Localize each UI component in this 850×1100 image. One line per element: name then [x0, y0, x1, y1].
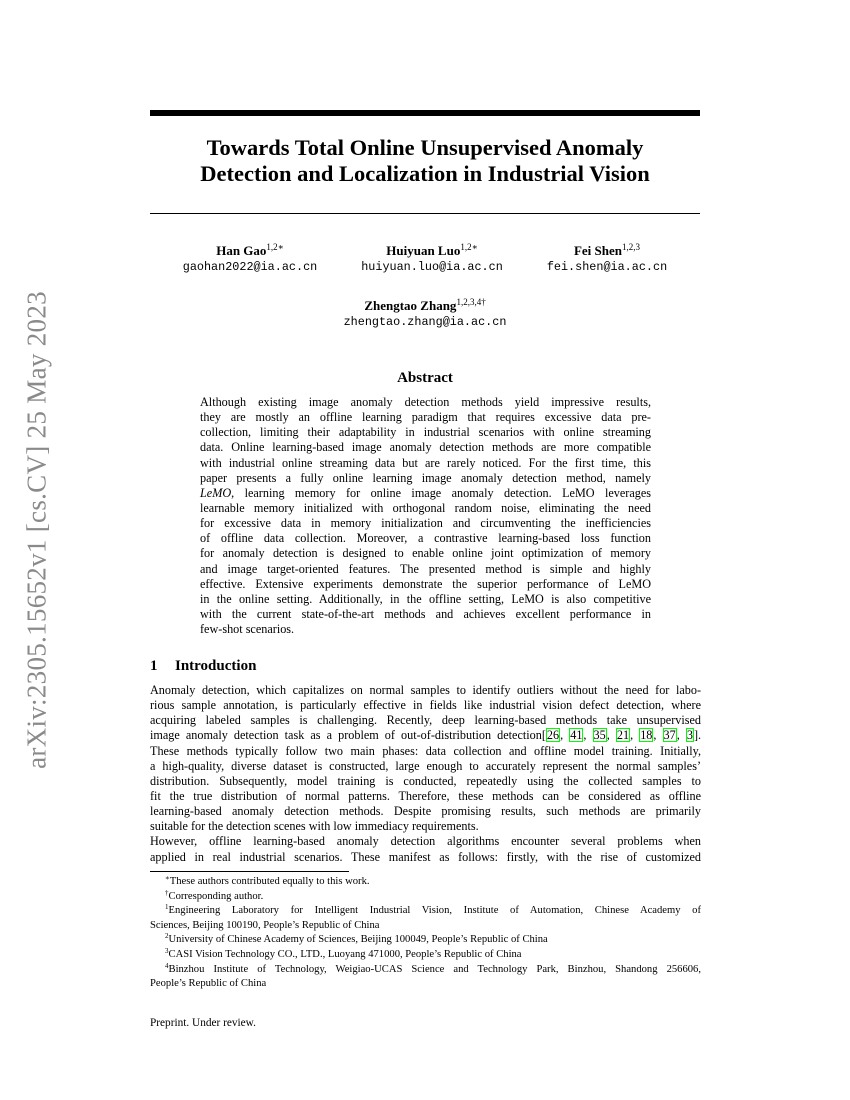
abstract-heading: Abstract — [397, 370, 453, 386]
footnotes — [150, 875, 701, 992]
intro-line: rious sample annotation, is particularly effective in fields like industrial vision defect detection, where — [150, 698, 701, 713]
citation-link[interactable]: 35 — [593, 728, 606, 743]
author-block — [170, 243, 330, 276]
author-email[interactable]: huiyuan.luo@ia.ac.cn — [361, 260, 503, 274]
intro-line: acquiring labeled samples is challenging. Recently, deep learning-based methods take unsupervised — [150, 713, 701, 728]
citation-link[interactable]: 21 — [616, 728, 630, 743]
abstract-line: with industrial online streaming data but are rarely noticed. For the first time, this — [200, 455, 651, 470]
footnote: $^1$Engineering Laboratory for Intelligent Industrial Vision, Institute of Automation, Chinese Academy of — [165, 903, 701, 917]
paper-title — [150, 135, 700, 187]
abstract-line: they are mostly an offline learning paradigm that requires excessive data pre- — [200, 410, 651, 425]
intro-line: fit the true distribution of normal patterns. Therefore, these methods can be considered as offline — [150, 788, 701, 803]
intro-line: distribution. Subsequently, model training is conducted, repeatedly using the collected samples to — [150, 773, 701, 788]
author-name: Huiyuan Luo$^{1,2∗}$ — [386, 242, 478, 258]
abstract-line: for anomaly detection is designed to enable online joint optimization of memory — [200, 546, 651, 561]
citation-link[interactable]: 3 — [686, 728, 693, 743]
citation-link[interactable]: 26 — [546, 728, 560, 743]
preprint-note: Preprint. Under review. — [150, 1017, 256, 1029]
footnote: $^3$CASI Vision Technology CO., LTD., Luoyang 471000, People’s Republic of China — [165, 946, 522, 960]
citation-link[interactable]: 37 — [663, 728, 676, 743]
abstract-line: paper presents a fully online learning image anomaly detection method, namely — [200, 470, 651, 485]
abstract-line: learnable memory initialized with orthogonal random noise, eliminating the need — [200, 500, 651, 515]
author-block — [352, 243, 512, 276]
method-name: LeMO — [200, 485, 232, 500]
abstract-line: effective. Extensive experiments demonstrate the superior performance of LeMO — [200, 576, 651, 591]
footnote-rule — [150, 871, 349, 872]
title-top-rule — [150, 110, 700, 116]
abstract-line: and image target-oriented features. The presented method is simple and highly — [200, 561, 651, 576]
author-name: Han Gao$^{1,2∗}$ — [216, 242, 284, 258]
abstract-line: in the online setting. Additionally, in the offline setting, LeMO is also competitive — [200, 591, 651, 606]
title-line-2: Detection and Localization in Industrial Vision — [200, 161, 650, 186]
abstract-line: few-shot scenarios. — [200, 622, 295, 637]
citation-link[interactable]: 18 — [640, 728, 653, 743]
abstract-line: LeMO, learning memory for online image anomaly detection. LeMO leverages — [200, 485, 651, 500]
section-number: 1 — [150, 658, 158, 674]
title-line-1: Towards Total Online Unsupervised Anomaly — [206, 135, 644, 160]
intro-line-with-citations: image anomaly detection task as a problem of out-of-distribution detection[26, 41, 35, 21, 18, 37, 3]. — [150, 728, 702, 743]
footnote: †Corresponding author. — [165, 888, 264, 902]
author-email[interactable]: fei.shen@ia.ac.cn — [546, 260, 668, 274]
abstract-line: of offline data collection. Moreover, a contrastive learning-based loss function — [200, 531, 651, 546]
abstract-line: with the current state-of-the-art methods and achieves excellent performance in — [200, 606, 651, 621]
abstract-line: collection, limiting their adaptability in industrial scenarios with online streaming — [200, 425, 651, 440]
section-title: Introduction — [175, 658, 257, 674]
author-email[interactable]: zhengtao.zhang@ia.ac.cn — [343, 315, 507, 329]
intro-line: These methods typically follow two main phases: data collection and offline model training. Initially, — [150, 743, 701, 758]
arxiv-identifier-stamp: arXiv:2305.15652v1 [cs.CV] 25 May 2023 — [21, 291, 52, 769]
author-name: Fei Shen$^{1,2,3}$ — [573, 242, 641, 258]
intro-line: suitable for the detection scenes with low immediacy requirements. — [150, 819, 479, 834]
introduction-text — [150, 683, 701, 865]
section-heading-introduction — [150, 657, 256, 675]
intro-line: learning-based anomaly detection methods. Despite promising results, such methods are primarily — [150, 804, 701, 819]
intro-line: a high-quality, diverse dataset is constructed, large enough to accurately represent the normal samples’ — [150, 758, 701, 773]
author-email[interactable]: gaohan2022@ia.ac.cn — [182, 260, 318, 274]
citation-link[interactable]: 41 — [570, 728, 583, 743]
intro-line: applied in real industrial scenarios. These manifest as follows: firstly, with the rise of customized — [150, 849, 701, 864]
abstract-line: data. Online learning-based image anomaly detection methods are more compatible — [200, 440, 651, 455]
footnote: $^4$Binzhou Institute of Technology, Weigiao-UCAS Science and Technology Park, Binzhou, Shandong 256606, — [165, 961, 701, 975]
author-name: Zhengtao Zhang$^{1,2,3,4\dagger}$ — [364, 297, 486, 313]
footnote-continuation: People’s Republic of China — [150, 978, 267, 990]
author-block — [325, 298, 525, 331]
footnote: ∗These authors contributed equally to this work. — [165, 874, 370, 887]
intro-line: However, offline learning-based anomaly detection algorithms encounter several problems when — [150, 834, 701, 849]
abstract-line: for excessive data in memory initialization and circumventing the inefficiencies — [200, 516, 651, 531]
title-bottom-rule — [150, 213, 700, 214]
intro-line: Anomaly detection, which capitalizes on normal samples to identify outliers without the need for labo- — [150, 683, 701, 697]
abstract-line: Although existing image anomaly detection methods yield impressive results, — [200, 395, 651, 409]
author-block — [527, 243, 687, 276]
footnote: $^2$University of Chinese Academy of Sciences, Beijing 100049, People’s Republic of China — [165, 932, 548, 946]
footnote-continuation: Sciences, Beijing 100190, People’s Republic of China — [150, 919, 380, 931]
abstract-text — [200, 395, 651, 637]
